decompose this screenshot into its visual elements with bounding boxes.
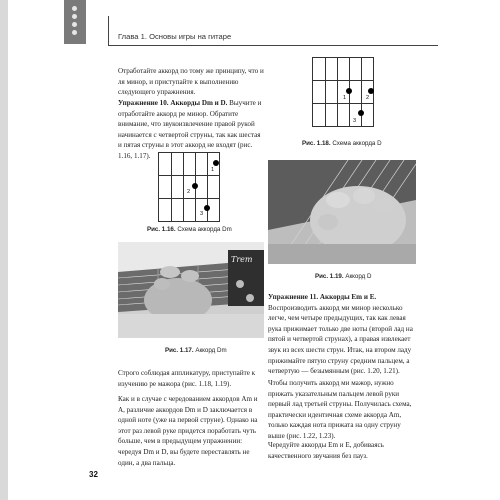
paragraph-text: Как и в случае с чередованием аккордов Am и A, различие аккордов Dm и D заключается в одной ноте (уже на первой струне). Однако на этот раз левой руке придется поработать чуть больше, чем в предыдущем упражнении: чередуя Dm и D, вы будете переставлять не один, а два пальца. bbox=[118, 395, 258, 467]
headstock-brand: Trem bbox=[231, 255, 253, 264]
finger-dot bbox=[368, 88, 374, 94]
string-line bbox=[183, 153, 184, 221]
string-line bbox=[325, 58, 326, 126]
finger-label: 1 bbox=[211, 167, 215, 173]
intro-paragraph bbox=[118, 66, 266, 98]
fret-line bbox=[313, 80, 373, 81]
string-line bbox=[171, 153, 172, 221]
figure-number: Рис. 1.17. bbox=[165, 347, 194, 354]
header-rule-vertical bbox=[108, 16, 109, 46]
figure-number: Рис. 1.18. bbox=[302, 140, 331, 147]
guitar-neck-illustration bbox=[118, 242, 264, 338]
fret-line bbox=[159, 198, 219, 199]
exercise11-paragraph bbox=[268, 292, 418, 377]
tab-dot bbox=[72, 14, 77, 19]
paragraph-text: Чтобы получить аккорд ми мажор, нужно прижать указательным пальцем левой руки первый лад третьей струны. Получилась схема, практически идентичная схеме аккорда Am, только каждая нота прижата на одну струну выше (рис. 1.22, 1.23). bbox=[268, 379, 412, 440]
dm-chord-photo bbox=[118, 242, 264, 338]
chapter-tab bbox=[64, 0, 86, 44]
string-line bbox=[337, 58, 338, 126]
exercise11-text: Воспроизводить аккорд ми минор несколько легче, чем четыре предыдущих, так как левая рука прижимает только две ноты (второй лад на пятой и четвертой струнах), а правая извлекает звук из всех шести струн. Итак, на втором ладу прижимайте пятую струну средним пальцем, а четвертую — безымянным (рис. 1.20, 1.21). bbox=[268, 303, 413, 376]
finger-dot bbox=[192, 183, 198, 189]
fig-1-16-caption bbox=[147, 226, 232, 233]
left-margin bbox=[0, 0, 86, 500]
d-chord-diagram bbox=[312, 57, 374, 127]
figure-caption: Схема аккорда D bbox=[332, 140, 382, 147]
page-number: 32 bbox=[89, 470, 98, 479]
tab-dot bbox=[72, 30, 77, 35]
e-major-paragraph bbox=[268, 378, 418, 442]
finger-label: 1 bbox=[343, 95, 347, 101]
header-rule-horizontal bbox=[108, 45, 438, 46]
hand-on-fretboard-illustration bbox=[268, 160, 416, 264]
fig-1-17-caption bbox=[165, 347, 227, 354]
chapter-title: Глава 1. Основы игры на гитаре bbox=[118, 32, 232, 41]
paragraph-text: Строго соблюдая аппликатуру, приступайте к изучению ре мажора (рис. 1.18, 1.19). bbox=[118, 369, 256, 388]
exercise11-title: Упражнение 11. Аккорды Em и E. bbox=[268, 293, 377, 301]
figure-caption: Аккорд D bbox=[345, 273, 372, 280]
exercise11-body bbox=[268, 292, 418, 377]
fret-line bbox=[159, 175, 219, 176]
finger-label: 2 bbox=[366, 95, 370, 101]
tab-dot bbox=[72, 22, 77, 27]
fret-line bbox=[313, 103, 373, 104]
dm-d-difference-paragraph bbox=[118, 394, 266, 468]
finger-dot bbox=[204, 205, 210, 211]
tab-dot bbox=[72, 6, 77, 11]
margin-band bbox=[0, 0, 8, 500]
finger-label: 3 bbox=[353, 118, 357, 124]
figure-number: Рис. 1.16. bbox=[147, 226, 176, 233]
finger-label: 3 bbox=[200, 211, 204, 217]
figure-caption: Схема аккорда Dm bbox=[177, 226, 232, 233]
finger-dot bbox=[346, 88, 352, 94]
d-chord-photo bbox=[268, 160, 416, 264]
fig-1-18-caption bbox=[302, 140, 382, 147]
intro-text: Отработайте аккорд по тому же принципу, что и ля минор, и приступайте к выполнению следующего упражнения. bbox=[118, 67, 264, 97]
figure-number: Рис. 1.19. bbox=[315, 273, 344, 280]
finger-label: 2 bbox=[187, 189, 191, 195]
paragraph-text: Чередуйте аккорды Em и E, добиваясь качественного звучания без пауз. bbox=[268, 441, 384, 460]
finger-dot bbox=[213, 160, 219, 166]
alternate-chords-paragraph bbox=[268, 440, 418, 461]
exercise10-title: Упражнение 10. Аккорды Dm и D. bbox=[118, 99, 228, 107]
dm-chord-diagram bbox=[158, 152, 220, 222]
figure-caption: Аккорд Dm bbox=[195, 347, 227, 354]
exercise10-text: Выучите и отработайте аккорд ре минор. Обратите внимание, что звукоизвлечение правой рукой начинается с четвертой струны, так как шестая и пятая струны в этот аккорд не входят (рис. 1.16, 1.17). bbox=[118, 99, 262, 160]
finger-dot bbox=[358, 110, 364, 116]
d-major-intro-paragraph bbox=[118, 368, 266, 389]
fig-1-19-caption bbox=[315, 273, 371, 280]
